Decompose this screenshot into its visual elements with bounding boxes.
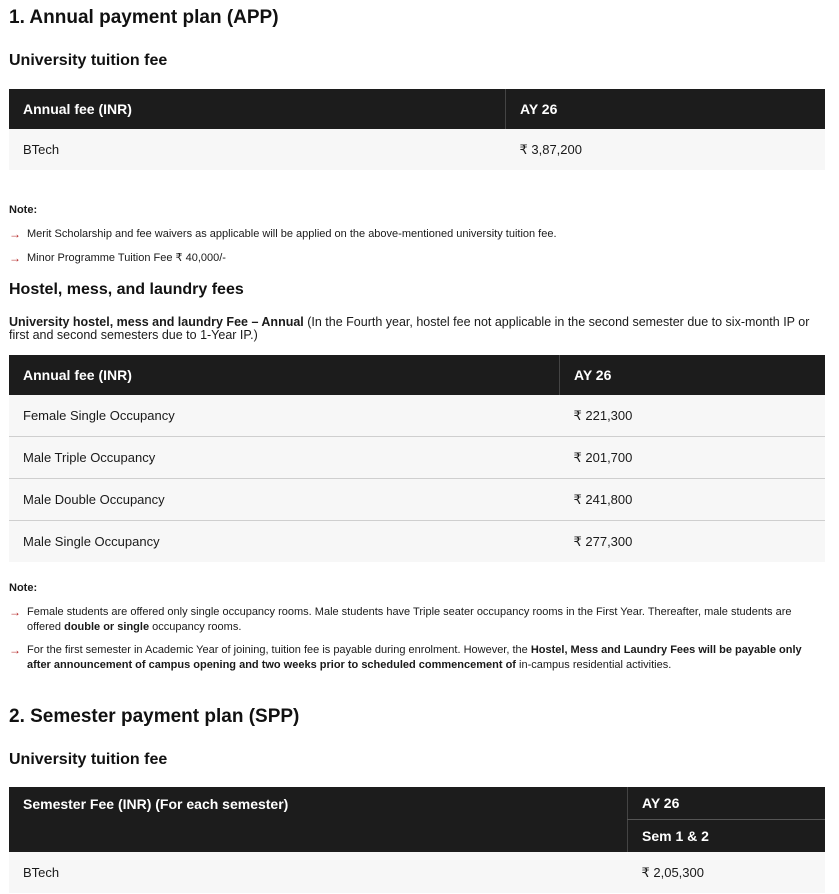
table-header: Semester Fee (INR) (For each semester) — [9, 787, 628, 852]
table-row — [9, 395, 825, 437]
table-cell: ₹ 201,700 — [560, 437, 826, 479]
table-header: AY 26 — [628, 787, 826, 820]
table-cell: ₹ 221,300 — [560, 395, 826, 437]
arrow-right-icon: → — [9, 251, 21, 265]
note-item: → Female students are offered only single occupancy rooms. Male students have Triple seater occupancy rooms in the First Year. Thereafter, male students are offered double or single occupancy rooms. — [9, 605, 792, 633]
table-header: AY 26 — [560, 355, 826, 395]
table-cell: ₹ 277,300 — [560, 521, 826, 563]
arrow-right-icon: → — [9, 605, 21, 619]
arrow-right-icon: → — [9, 643, 21, 657]
table-cell: Female Single Occupancy — [9, 395, 560, 437]
table-header: AY 26 — [506, 89, 826, 129]
note-item: → For the first semester in Academic Year of joining, tuition fee is payable during enrolment. However, the Hostel, Mess and Laundry Fees will be payable only after announcement of campus opening and two weeks prior to scheduled commencement of in-campus residential activities. — [9, 643, 802, 671]
table-row — [9, 479, 825, 521]
section-title-app: 1. Annual payment plan (APP) — [9, 7, 279, 28]
tuition-heading-spp: University tuition fee — [9, 751, 168, 768]
note-item: → Minor Programme Tuition Fee ₹ 40,000/- — [9, 251, 226, 265]
table-cell: BTech — [9, 852, 628, 893]
note-label: Note: — [9, 582, 38, 594]
table-header: Annual fee (INR) — [9, 89, 506, 129]
tuition-table-app — [9, 89, 825, 170]
section-title-spp: 2. Semester payment plan (SPP) — [9, 706, 300, 727]
tuition-heading-app: University tuition fee — [9, 52, 168, 69]
table-header: Sem 1 & 2 — [628, 820, 826, 853]
table-cell: Male Double Occupancy — [9, 479, 560, 521]
hostel-table — [9, 355, 825, 562]
table-row — [9, 852, 825, 893]
table-cell: ₹ 3,87,200 — [506, 129, 826, 170]
table-row — [9, 521, 825, 563]
arrow-right-icon: → — [9, 227, 21, 241]
table-cell: ₹ 2,05,300 — [628, 852, 826, 893]
note-item: → Merit Scholarship and fee waivers as applicable will be applied on the above-mentioned university tuition fee. — [9, 227, 557, 241]
table-row — [9, 129, 825, 170]
tuition-table-spp — [9, 787, 825, 893]
note-label: Note: — [9, 204, 38, 216]
table-cell: Male Triple Occupancy — [9, 437, 560, 479]
hostel-heading: Hostel, mess, and laundry fees — [9, 281, 244, 298]
hostel-description: University hostel, mess and laundry Fee – Annual (In the Fourth year, hostel fee not applicable in the second semester due to six-month IP or first and second semesters due to 1-Year IP.) — [9, 315, 810, 342]
table-row — [9, 437, 825, 479]
table-cell: ₹ 241,800 — [560, 479, 826, 521]
table-cell: BTech — [9, 129, 506, 170]
table-header: Annual fee (INR) — [9, 355, 560, 395]
table-cell: Male Single Occupancy — [9, 521, 560, 563]
